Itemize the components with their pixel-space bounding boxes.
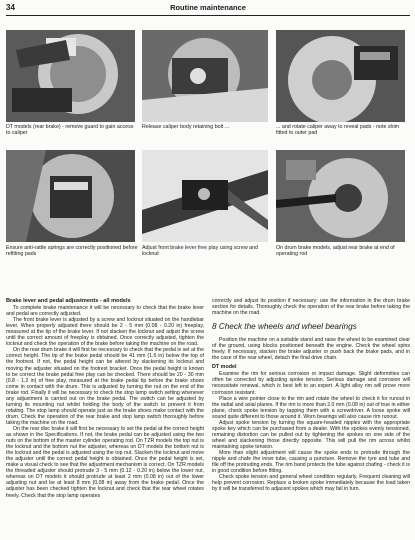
body-paragraph: Place a wire pointer close to the rim and rotate the wheel to check it for runout in the radial and axial planes. If the rim is more than 2.0 mm (0.08 in) out of true in either plane, check spoke tension by tapping them with a screwdriver. A loose spoke will sound quite different to those around it. Worn bearings will also cause rim runout. <box>212 395 410 420</box>
photo-caliper-rotated <box>276 30 405 122</box>
section-heading-brake-adjustments: Brake lever and pedal adjustments - all models <box>6 298 131 304</box>
body-paragraph: On the rear disc brake it will first be necessary to set the pedal at the correct height as shown in the Specifications. If not, the brake pedal can be adjusted using the two nuts on the bottom of the master cylinder operating rod. On TZR models the top nut is the locknut and the bottom nut the adjuster, whereas on DT models the bottom nut is the locknut and the pedal is adjusted using the top nut. Slacken the locknut and move the adjuster until the correct pedal height is obtained. Once the pedal height is set, make a visual check to see that the adjustment mechanism is correct. On TZR models the threaded adjuster should protrude 3 - 5 mm (0.12 - 0.20 in) below the lower nut, whereas on DT models it should protrude at least 2 mm (0.08 in) out of the lower adjusting nut and be at least 8 mm (0.08 in) away from the brake pedal. Once the adjuster has been checked tighten the locknut and check that the rear wheel rotates freely. Check that the stop lamp operates <box>6 425 204 499</box>
running-title: Routine maintenance <box>170 3 246 12</box>
left-text-column <box>6 298 204 499</box>
body-paragraph: To complete brake maintenance it will be necessary to check that the brake lever and pedal are correctly adjusted. <box>6 305 204 318</box>
photo-caption: Ensure anti-rattle springs are correctly positioned before refitting pads <box>6 245 138 258</box>
body-paragraph: On the rear drum brake it will first be necessary to check that the pedal is set at the correct height. The tip of the brake pedal should be 41 mm (1.6 in) below the top of the footrest. If not, the pedal height can be altered by slackening its locknut and moving the adjuster situated on the footrest bracket. Once the pedal height is known to be correct the brake pedal free play can be checked. There should be 20 - 30 mm (0.8 - 1.2 in) of free play, measured at the brake pedal tip before the brake shoes come in contact with the drum. This is adjusted by turning the nut on the end of the brake rod. Finally it will be necessary to check the stop lamp switch setting whenever any adjustment is carried out on the brake pedal. The switch can be adjusted by turning its mounting nut whilst holding the body of the switch to prevent it from rotating. The stop lamp should operate just as the brake shoes make contact with the drum. Check the operation of the rear brake and stop lamp switch thoroughly before taking the machine on the road. <box>6 347 204 426</box>
right-text-column <box>212 298 410 492</box>
body-paragraph: Adjust spoke tension by turning the square-headed nipples with the appropriate spoke key which can be purchased from a dealer. With the spokes evenly tensioned, remaining distortion can be pulled out by tightening the spokes on one side of the wheel and slackening those directly opposite. This will pull the rim across whilst maintaining spoke tension. <box>212 419 410 450</box>
photo-caption: On drum brake models, adjust rear brake at end of operating rod <box>276 245 395 258</box>
body-paragraph: Position the machine on a suitable stand and raise the wheel to be examined clear of the ground, using blocks positioned beneath the engine. Check the wheel spins freely. If necessary, slacken the brake adjuster or push back the brake pads, and in the case of the rear wheel, detach the final drive chain. <box>212 337 410 362</box>
body-paragraph: Check spoke tension and general wheel condition regularly. Frequent cleaning will help prevent corrosion. Replace a broken spoke immediately because the load taken by it will be transferred to adjacent spokes which may fail in turn. <box>212 474 410 493</box>
photo-rear-brake-guard <box>6 30 135 122</box>
page-number: 34 <box>6 3 15 12</box>
photo-caption: ... and rotate caliper away to reveal pads - note shim fitted to outer pad <box>276 124 400 137</box>
body-paragraph: correctly and adjust its position if necessary: use the information in the drum brake section for details. Thoroughly check the operation of the rear brake before taking the machine on the road. <box>212 298 410 317</box>
page-header <box>6 3 410 15</box>
body-paragraph: Examine the rim for serious corrosion or impact damage. Slight deformities can often be corrected by adjusting spoke tension. Serious damage and corrosion will necessitate renewal, which is best left to an expert. A light alloy rim will prove more corrosion resistant. <box>212 371 410 396</box>
photo-drum-brake-rod <box>276 150 405 242</box>
photo-caption: DT models (rear brake) - remove guard to gain access to caliper <box>6 124 134 137</box>
body-paragraph: The front brake lever is adjusted by a screw and locknut situated on the handlebar lever. When properly adjusted there should be 2 - 5 mm (0.08 - 0.20 in) freeplay, measured at the tip of the brake lever. If not slacken the locknut and adjust the screw until the correct amount of freeplay is obtained. Once correctly adjusted, tighten the locknut and check the operation of the brake before taking the machine on the road. <box>6 317 204 348</box>
photo-caliper-bolt <box>142 30 268 122</box>
photo-front-brake-lever <box>142 150 268 242</box>
section-heading-wheels: 8 Check the wheels and wheel bearings <box>212 322 357 332</box>
photo-caption: Adjust front brake lever free play using screw and locknut <box>142 245 259 258</box>
subheading-dt-model: DT model <box>212 364 237 371</box>
body-paragraph: More than slight adjustment will cause the spoke ends to protrude through the nipple and chafe the inner tube, causing a puncture. Remove the tyre and tube and file off the protruding ends. The rim band protects the tube against chafing - check it is in good condition before fitting. <box>212 449 410 475</box>
photo-caption: Release caliper body retaining bolt ... <box>142 124 230 130</box>
header-rule <box>6 15 410 16</box>
photo-anti-rattle-springs <box>6 150 135 242</box>
